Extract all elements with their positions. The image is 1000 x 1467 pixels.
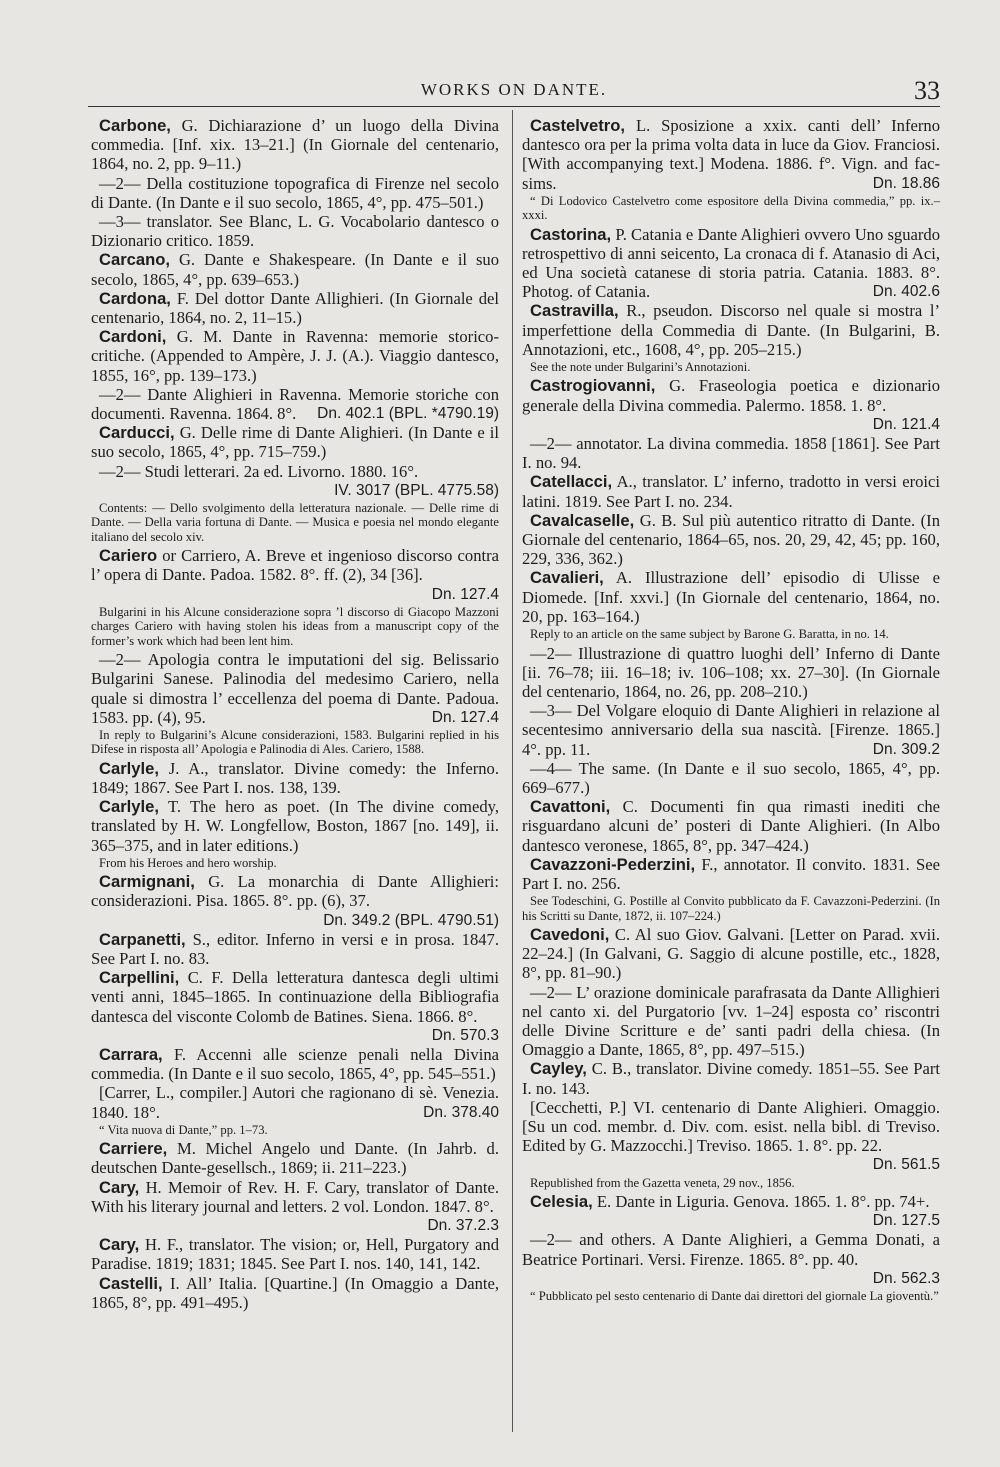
bibliography-entry xyxy=(91,289,499,327)
entry-text: —2— Dante Alighieri in Ravenna. Memorie storiche con documenti. Ravenna. 1864. 8°. xyxy=(91,384,499,424)
shelf-mark: Dn. 37.2.3 xyxy=(427,1217,499,1235)
bibliography-entry xyxy=(91,174,499,212)
entry-text: or Carriero, A. Breve et ingenioso discorso contra l’ opera di Dante. Padoa. 1582. 8°. ff. (2), 34 [36]. xyxy=(91,546,499,585)
entry-text: T. The hero as poet. (In The divine comedy, translated by H. W. Longfellow, Boston, 1867 [no. 149], ii. 365–375, and in later editions.) xyxy=(91,797,499,855)
entry-text: S., editor. Inferno in versi e in prosa. 1847. See Part I. no. 83. xyxy=(91,929,499,968)
entry-text: —2— Studi letterari. 2a ed. Livorno. 1880. 16°. xyxy=(99,461,419,481)
entry-note: See the note under Bulgarini’s Annotazioni. xyxy=(530,360,751,375)
bibliography-entry xyxy=(522,1192,940,1230)
entry-text: G. Delle rime di Dante Alighieri. (In Dante e il suo secolo, 1865, 4°, pp. 715–759.) xyxy=(91,423,499,462)
bibliography-entry xyxy=(522,472,940,510)
entry-text: F., annotator. Il convito. 1831. See Part I. no. 256. xyxy=(522,854,940,893)
shelf-mark: Dn. 18.86 xyxy=(872,174,940,192)
entry-note: “ Vita nuova di Dante,” pp. 1–73. xyxy=(99,1122,268,1137)
entry-text: A., translator. L’ inferno, tradotto in versi eroici latini. 1819. See Part I. no. 234. xyxy=(522,472,940,511)
entry-note: Contents: — Dello svolgimento della letteratura nazionale. — Delle rime di Dante. — Della varia fortuna di Dante. — Musica e poesia nel mondo elegante italiano del secolo xiv. xyxy=(91,501,499,544)
bibliography-entry xyxy=(91,1178,499,1236)
bibliography-entry xyxy=(522,434,940,472)
bibliography-entry xyxy=(91,212,499,250)
entry-text: G. Dante e Shakespeare. (In Dante e il suo secolo, 1865, 4°, pp. 639–653.) xyxy=(91,250,499,289)
entry-author: Carriere, xyxy=(99,1139,168,1159)
entry-text: —3— translator. See Blanc, L. G. Vocabolario dantesco o Dizionario critico. 1859. xyxy=(91,212,499,251)
entry-text: M. Michel Angelo und Dante. (In Jahrb. d. deutschen Dante-gesellsch., 1869; ii. 211–223.) xyxy=(91,1139,499,1178)
shelf-mark: Dn. 570.3 xyxy=(431,1026,499,1044)
bibliography-entry xyxy=(91,116,499,174)
bibliography-entry xyxy=(91,968,499,1045)
bibliography-entry xyxy=(91,327,499,385)
bibliography-entry xyxy=(522,925,940,983)
bibliography-entry xyxy=(522,225,940,302)
entry-author: Castelvetro, xyxy=(530,116,625,135)
shelf-mark: Dn. 562.3 xyxy=(872,1269,940,1287)
entry-text: C. B., translator. Divine comedy. 1851–55. See Part I. no. 143. xyxy=(522,1059,940,1098)
shelf-mark: Dn. 127.4 xyxy=(431,708,499,726)
shelf-mark: Dn. 378.40 xyxy=(423,1103,499,1121)
shelf-mark: Dn. 127.4 xyxy=(431,585,499,603)
bibliography-entry xyxy=(522,376,940,434)
entry-text: G. La monarchia di Dante Allighieri: considerazioni. Pisa. 1865. 8°. pp. (6), 37. xyxy=(91,872,499,911)
page-header xyxy=(88,78,940,108)
entry-text: [Carrer, L., compiler.] Autori che ragionano di sè. Venezia. 1840. 18°. xyxy=(91,1083,499,1122)
header-rule xyxy=(88,106,940,107)
entry-text: H. F., translator. The vision; or, Hell, Purgatory and Paradise. 1819; 1831; 1845. See Part I. nos. 140, 141, 142. xyxy=(91,1235,499,1274)
entry-text: L. Sposizione a xxix. canti dell’ Inferno dantesco ora per la prima volta data in luce da Giov. Franciosi. [With accompanying text.] Modena. 1886. f°. Vign. and fac-sims. xyxy=(522,116,940,193)
entry-note: See Todeschini, G. Postille al Convito pubblicato da F. Cavazzoni-Pederzini. (In his Scritti su Dante, 1872, ii. 107–224.) xyxy=(522,894,940,923)
bibliography-entry xyxy=(522,301,940,359)
entry-note: From his Heroes and hero worship. xyxy=(99,855,277,870)
bibliography-entry xyxy=(522,1059,940,1097)
entry-note: “ Pubblicato pel sesto centenario di Dante dai direttori del giornale La gioventù.” xyxy=(530,1289,939,1304)
bibliography-entry xyxy=(91,650,499,727)
bibliography-entry xyxy=(522,1098,940,1175)
bibliography-entry xyxy=(522,759,940,797)
entry-author: Cary, xyxy=(99,1235,140,1255)
bibliography-entry xyxy=(522,797,940,855)
entry-author: Cariero xyxy=(99,546,158,566)
entry-author: Castravilla, xyxy=(530,301,619,321)
bibliography-entry xyxy=(91,546,499,604)
entry-author: Carlyle, xyxy=(99,797,159,817)
bibliography-entry xyxy=(91,462,499,500)
entry-text: H. Memoir of Rev. H. F. Cary, translator of Dante. With his literary journal and letters. 2 vol. London. 1847. 8°. xyxy=(91,1177,499,1216)
entry-text: E. Dante in Liguria. Genova. 1865. 1. 8°. pp. 74+. xyxy=(596,1192,930,1211)
bibliography-entry xyxy=(91,872,499,930)
entry-text: G. B. Sul più autentico ritratto di Dante. (In Giornale del centenario, 1864–65, nos. 20, 29, 42, 45; pp. 160, 229, 336, 362.) xyxy=(522,510,940,569)
column-divider xyxy=(512,110,513,1432)
entry-author: Celesia, xyxy=(530,1192,593,1211)
entry-text: F. Accenni alle scienze penali nella Divina commedia. (In Dante e il suo secolo, 1865, 4°, pp. 545–551.) xyxy=(91,1044,499,1084)
entry-text: —2— L’ orazione dominicale parafrasata da Dante Allighieri nel canto xi. del Purgatorio [vv. 1–24] esposta co’ riscontri delle Divine Scritture e de’ santi padri della chiesa. (In Omaggio a Dante, 1865, 8°, pp. 497–515.) xyxy=(522,982,940,1060)
shelf-mark: Dn. 402.1 (BPL. *4790.19) xyxy=(317,405,499,423)
entry-author: Cavalieri, xyxy=(530,568,604,588)
bibliography-entry xyxy=(522,116,940,193)
entry-note: Republished from the Gazetta veneta, 29 nov., 1856. xyxy=(530,1175,795,1190)
entry-text: I. All’ Italia. [Quartine.] (In Omaggio a Dante, 1865, 8°, pp. 491–495.) xyxy=(91,1273,499,1312)
entry-author: Cavattoni, xyxy=(530,797,611,817)
entry-author: Catellacci, xyxy=(530,472,613,492)
shelf-mark: Dn. 121.4 xyxy=(872,415,940,433)
entry-text: —4— The same. (In Dante e il suo secolo, 1865, 4°, pp. 669–677.) xyxy=(522,758,940,797)
entry-author: Carpellini, xyxy=(99,968,180,988)
bibliography-entry xyxy=(522,1230,940,1288)
entry-author: Carducci, xyxy=(99,423,175,443)
bibliography-entry xyxy=(522,855,940,893)
entry-author: Cary, xyxy=(99,1177,140,1197)
running-title: WORKS ON DANTE. xyxy=(420,80,608,99)
entry-note: Reply to an article on the same subject by Barone G. Baratta, in no. 14. xyxy=(530,627,889,642)
shelf-mark: IV. 3017 (BPL. 4775.58) xyxy=(334,481,499,499)
bibliography-entry xyxy=(522,644,940,702)
entry-author: Carcano, xyxy=(99,250,171,270)
shelf-mark: Dn. 561.5 xyxy=(872,1156,940,1174)
entry-author: Carbone, xyxy=(99,116,171,135)
shelf-mark: Dn. 309.2 xyxy=(872,740,940,758)
bibliography-entry xyxy=(91,1045,499,1083)
entry-text: C. Documenti fin qua rimasti inediti che risguardano alcuni de’ posteri di Dante Alighieri. (In Albo dantesco veronese, 1865, 8°, pp. 347–424.) xyxy=(522,797,940,855)
entry-text: F. Del dottor Dante Allighieri. (In Giornale del centenario, 1864, no. 2, 11–15.) xyxy=(91,288,499,328)
entry-text: J. A., translator. Divine comedy: the Inferno. 1849; 1867. See Part I. nos. 138, 139. xyxy=(91,758,499,797)
page-number: 33 xyxy=(914,76,940,105)
entry-text: C. F. Della letteratura dantesca degli ultimi venti anni, 1845–1865. In continuazione della Bibliografia dantesca del visconte Colomb de Batines. Siena. 1866. 8°. xyxy=(91,968,499,1026)
entry-author: Castrogiovanni, xyxy=(530,376,656,396)
left-column xyxy=(91,116,499,1312)
entry-author: Cavazzoni-Pederzini, xyxy=(530,854,696,874)
bibliography-entry xyxy=(91,423,499,461)
bibliography-entry xyxy=(91,1235,499,1273)
bibliography-entry xyxy=(91,1274,499,1312)
entry-author: Cavedoni, xyxy=(530,924,610,944)
bibliography-entry xyxy=(91,759,499,797)
entry-text: —2— Della costituzione topografica di Firenze nel secolo di Dante. (In Dante e il suo secolo, 1865, 4°, pp. 475–501.) xyxy=(91,173,499,212)
entry-author: Carmignani, xyxy=(99,872,195,892)
entry-author: Carlyle, xyxy=(99,758,159,778)
bibliography-entry xyxy=(91,797,499,855)
entry-text: —2— Illustrazione di quattro luoghi dell’ Inferno di Dante [ii. 76–78; iii. 16–18; iv. 106–108; xx. 27–30]. (In Giornale del centenario, 1864, no. 26, pp. 208–210.) xyxy=(522,643,940,701)
entry-note: Bulgarini in his Alcune considerazione sopra ’l discorso di Giacopo Mazzoni charges Cariero with having stolen his ideas from a manuscript copy of the former’s work which had been lent him. xyxy=(91,604,499,648)
entry-author: Cardona, xyxy=(99,288,171,308)
entry-author: Cavalcaselle, xyxy=(530,510,635,530)
bibliography-entry xyxy=(522,983,940,1060)
entry-author: Cayley, xyxy=(530,1059,587,1079)
entry-text: A. Illustrazione dell’ episodio di Ulisse e Diomede. [Inf. xxvi.] (In Giornale del centenario, 1864, no. 20, pp. 163–164.) xyxy=(522,568,941,626)
entry-note: In reply to Bulgarini’s Alcune considerazioni, 1583. Bulgarini replied in his Difese in risposta all’ Apologia e Palinodia di Ales. Cariero, 1588. xyxy=(91,727,499,757)
entry-author: Carrara, xyxy=(99,1044,163,1064)
entry-text: —2— annotator. La divina commedia. 1858 [1861]. See Part I. no. 94. xyxy=(522,434,940,473)
entry-text: —2— Apologia contra le imputationi del sig. Belissario Bulgarini Sanese. Palinodia del medesimo Cariero, nella quale si dimostra l’ eccellenza del poema di Dante. Padoua. 1583. pp. (4), 95. xyxy=(91,650,499,727)
bibliography-entry xyxy=(91,385,499,423)
entry-text: [Cecchetti, P.] VI. centenario di Dante Alighieri. Omaggio. [Su un cod. membr. d. Div. com. esist. nella bibl. di Treviso. Edited by G. Mazzocchi.] Treviso. 1865. 1. 8°. pp. 22. xyxy=(522,1097,940,1156)
shelf-mark: Dn. 127.5 xyxy=(872,1212,940,1230)
bibliography-entry xyxy=(522,568,940,626)
entry-author: Castorina, xyxy=(530,224,612,244)
shelf-mark: Dn. 349.2 (BPL. 4790.51) xyxy=(323,911,499,929)
entry-text: G. M. Dante in Ravenna: memorie storico-critiche. (Appended to Ampère, J. J. (A.). Viaggio dantesco, 1855, 16°, pp. 139–173.) xyxy=(91,327,499,385)
bibliography-entry xyxy=(522,701,940,759)
shelf-mark: Dn. 402.6 xyxy=(872,283,940,301)
bibliography-entry xyxy=(91,1083,499,1121)
right-column xyxy=(522,116,940,1305)
entry-text: P. Catania e Dante Alighieri ovvero Uno sguardo retrospettivo di anni seicento, La cronaca di f. Atanasio di Aci, ed Una società catanese di storia patria. Catania. 1883. 8°. Photog. of Catania. xyxy=(522,224,940,302)
entry-text: —2— and others. A Dante Alighieri, a Gemma Donati, a Beatrice Portinari. Versi. Firenze. 1865. 8°. pp. 40. xyxy=(522,1230,940,1269)
bibliography-entry xyxy=(91,930,499,968)
bibliography-entry xyxy=(91,250,499,288)
bibliography-entry xyxy=(91,1139,499,1177)
entry-author: Castelli, xyxy=(99,1273,163,1293)
entry-text: G. Dichiarazione d’ un luogo della Divina commedia. [Inf. xix. 13–21.] (In Giornale del centenario, 1864, no. 2, pp. 9–11.) xyxy=(91,116,499,174)
entry-author: Cardoni, xyxy=(99,327,167,347)
entry-text: G. Fraseologia poetica e dizionario generale della Divina commedia. Palermo. 1858. 1. 8°. xyxy=(522,376,940,415)
entry-text: R., pseudon. Discorso nel quale si mostra l’ imperfettione della Commedia di Dante. (In Bulgarini, B. Annotazioni, etc., 1608, 4°, pp. 205–215.) xyxy=(522,301,940,359)
entry-note: “ Di Lodovico Castelvetro come espositore della Divina commedia,” pp. ix.–xxxi. xyxy=(522,193,940,223)
entry-author: Carpanetti, xyxy=(99,929,186,949)
entry-text: C. Al suo Giov. Galvani. [Letter on Parad. xvii. 22–24.] (In Galvani, G. Saggio di alcune postille, etc., 1828, 8°, pp. 81–90.) xyxy=(522,924,940,983)
entry-text: —3— Del Volgare eloquio di Dante Alighieri in relazione al secentesimo anniversario della sua nascità. [Firenze. 1865.] 4°. pp. 11. xyxy=(522,701,940,759)
bibliography-entry xyxy=(522,511,940,569)
